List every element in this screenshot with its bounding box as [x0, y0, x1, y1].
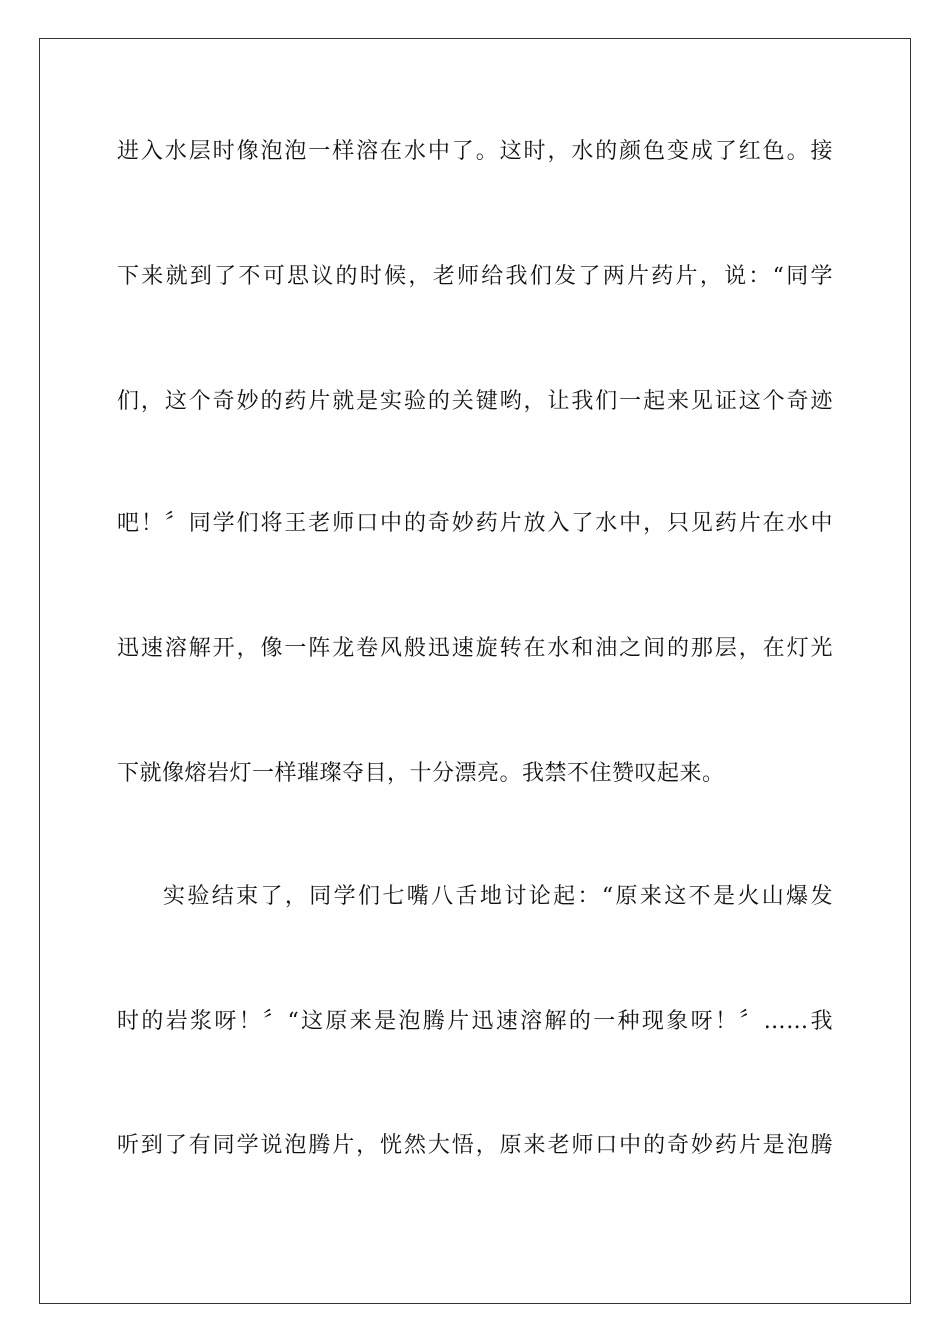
paragraph-line: 下来就到了不可思议的时候，老师给我们发了两片药片，说：“同学	[117, 264, 833, 289]
paragraph-line: 听到了有同学说泡腾片，恍然大悟，原来老师口中的奇妙药片是泡腾	[117, 1133, 833, 1158]
paragraph-line-last: 下就像熔岩灯一样璀璨夺目，十分漂亮。我禁不住赞叹起来。	[117, 761, 725, 786]
paragraph-line: 吧！〞同学们将王老师口中的奇妙药片放入了水中，只见药片在水中	[117, 511, 833, 536]
paragraph-line: 们，这个奇妙的药片就是实验的关键哟，让我们一起来见证这个奇迹	[117, 389, 833, 414]
page-border	[39, 38, 911, 1304]
paragraph-line: 迅速溶解开，像一阵龙卷风般迅速旋转在水和油之间的那层，在灯光	[117, 636, 833, 661]
paragraph-line: 进入水层时像泡泡一样溶在水中了。这时，水的颜色变成了红色。接	[117, 139, 833, 164]
paragraph-line: 时的岩浆呀！〞“这原来是泡腾片迅速溶解的一种现象呀！〞……我	[117, 1009, 833, 1034]
paragraph-line-indented: 实验结束了，同学们七嘴八舌地讨论起：“原来这不是火山爆发	[163, 884, 833, 909]
